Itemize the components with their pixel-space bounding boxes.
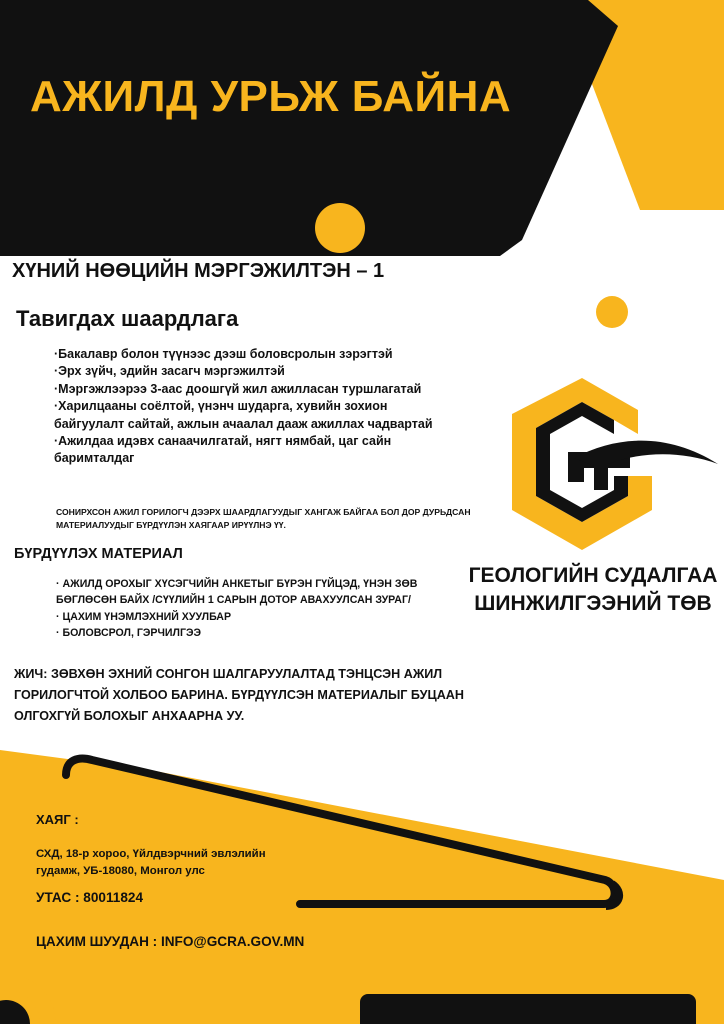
material-item: · ЦАХИМ ҮНЭМЛЭХНИЙ ХУУЛБАР <box>56 610 232 623</box>
requirement-item: ·Бакалавр болон түүнээс дээш боловсролын зэрэгтэй <box>54 347 393 361</box>
page-headline: АЖИЛД УРЬЖ БАЙНА <box>30 72 512 121</box>
job-title: ХҮНИЙ НӨӨЦИЙН МЭРГЭЖИЛТЭН – 1 <box>12 260 385 282</box>
material-item: · БОЛОВСРОЛ, ГЭРЧИЛГЭЭ <box>56 626 202 639</box>
organization-name-line2: ШИНЖИЛГЭЭНИЙ ТӨВ <box>474 592 712 615</box>
requirement-item: ·Ажилдаа идэвх санаачилгатай, нягт нямбай, цаг сайн баримталдаг <box>54 434 392 466</box>
requirements-note: СОНИРХСОН АЖИЛ ГОРИЛОГЧ ДЭЭРХ ШААРДЛАГУУДЫГ ХАНГАЖ БАЙГАА БОЛ ДОР ДУРЬДСАН МАТЕРИАЛУУДЫГ БҮРДҮҮЛЭН ХАЯГААР ИРҮҮЛНЭ ҮҮ. <box>56 507 471 530</box>
requirement-item: ·Мэргэжлээрээ 3-аас доошгүй жил ажилласан туршлагатай <box>54 381 422 396</box>
requirements-title: Тавигдах шаардлага <box>16 306 239 331</box>
organization-name <box>462 562 724 618</box>
small-dot <box>596 296 628 328</box>
requirements-list <box>54 346 444 468</box>
top-black-banner <box>0 0 618 256</box>
address-text: СХД, 18-р хороо, Үйлдвэрчний эвлэлийн гудамж, УБ-18080, Монгол улс <box>36 848 266 877</box>
materials-title: БҮРДҮҮЛЭХ МАТЕРИАЛ <box>14 546 183 562</box>
notice-text: ЖИЧ: ЗӨВХӨН ЭХНИЙ СОНГОН ШАЛГАРУУЛАЛТАД ТЭНЦСЭН АЖИЛ ГОРИЛОГЧТОЙ ХОЛБОО БАРИНА. БҮРДҮҮЛСЭН МАТЕРИАЛЫГ БУЦААН ОЛГОХГҮЙ БОЛОХЫГ АНХААРНА УУ. <box>14 667 464 723</box>
requirement-item: ·Эрх зүйч, эдийн засагч мэргэжилтэй <box>54 364 285 379</box>
email-text: ЦАХИМ ШУУДАН : INFO@GCRA.GOV.MN <box>36 934 305 949</box>
banner-dot <box>315 203 365 253</box>
requirement-item: ·Харилцааны соёлтой, үнэнч шударга, хувийн зохион байгуулалт сайтай, ажлын ачаалал дааж ажиллах чадвартай <box>54 399 433 431</box>
hexagon-g-pickaxe-logo-icon <box>510 372 720 552</box>
material-item: · АЖИЛД ОРОХЫГ ХҮСЭГЧИЙН АНКЕТЫГ БҮРЭН ГҮЙЦЭД, ҮНЭН ЗӨВ БӨГЛӨСӨН БАЙХ /СҮҮЛИЙН 1 САРЫН ДОТОР АВАХУУЛСАН ЗУРАГ/ <box>56 578 418 607</box>
organization-name-line1: ГЕОЛОГИЙН СУДАЛГАА <box>468 564 718 587</box>
address-label: ХАЯГ : <box>36 812 79 827</box>
materials-list <box>56 576 436 641</box>
bottom-black-block <box>360 994 696 1024</box>
phone-text: УТАС : 80011824 <box>36 890 144 905</box>
